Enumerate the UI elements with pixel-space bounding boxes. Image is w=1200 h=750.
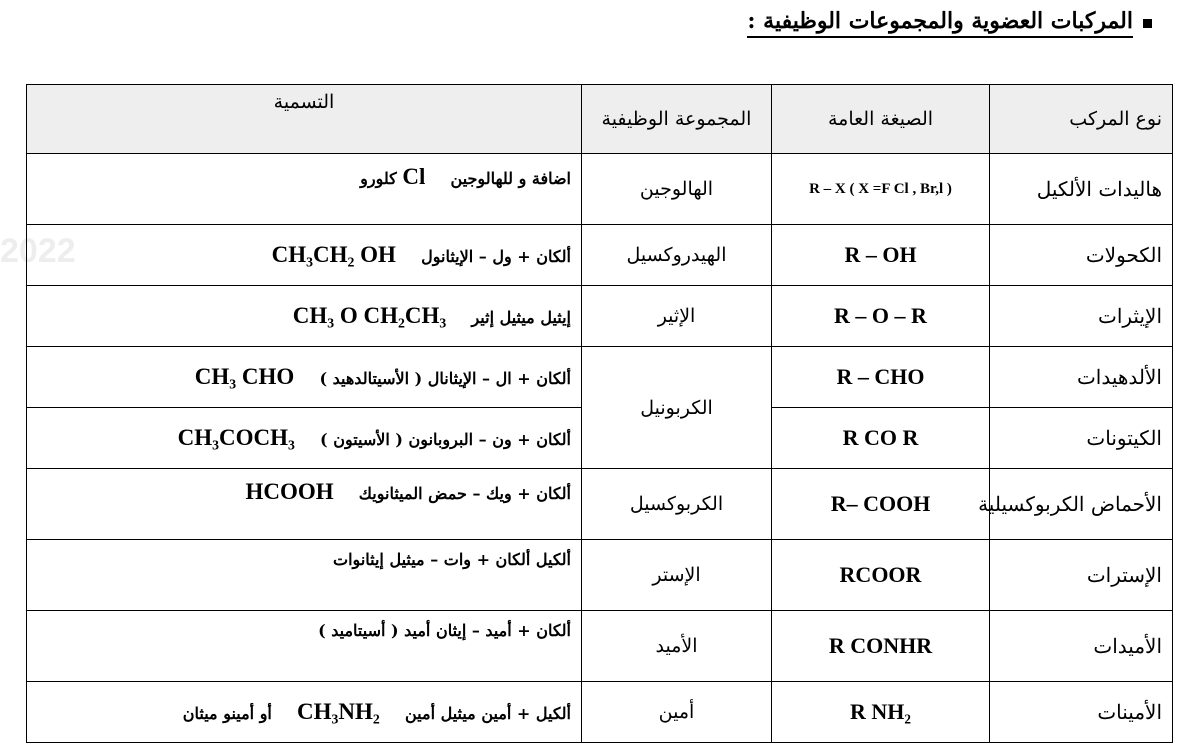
naming-text: ألكان + ويك – حمض الميثانويك bbox=[358, 484, 571, 503]
page-title bbox=[747, 8, 1152, 38]
table-row bbox=[27, 286, 1173, 347]
naming-cell bbox=[27, 469, 582, 540]
compound-type: هاليدات الألكيل bbox=[990, 154, 1173, 225]
naming-text: اضافة و للهالوجين bbox=[450, 169, 571, 188]
table-row bbox=[27, 611, 1173, 682]
naming-text: ألكيل ألكان + وات – ميثيل إيثانوات bbox=[333, 550, 571, 569]
naming-suffix: أو أمينو ميثان bbox=[182, 704, 272, 723]
naming-text: ألكان + ون – البروبانون ( الأسيتون ) bbox=[320, 430, 571, 449]
naming-cell bbox=[27, 154, 582, 225]
table-row bbox=[27, 347, 1173, 408]
header-naming: التسمية bbox=[27, 85, 582, 154]
watermark: 2022 bbox=[0, 232, 76, 270]
compound-type: الأمينات bbox=[990, 682, 1173, 743]
example-formula: CH₃NH₂ bbox=[297, 699, 380, 724]
functional-group: أمين bbox=[582, 682, 772, 743]
general-formula: R NH₂ bbox=[772, 682, 990, 743]
compound-type: الأميدات bbox=[990, 611, 1173, 682]
compound-type: الكيتونات bbox=[990, 408, 1173, 469]
table-row bbox=[27, 682, 1173, 743]
compound-type: الإسترات bbox=[990, 540, 1173, 611]
example-formula: CH₃CH₂ OH bbox=[271, 242, 396, 267]
example-formula: HCOOH bbox=[245, 479, 334, 504]
functional-group: الكربوكسيل bbox=[582, 469, 772, 540]
naming-cell bbox=[27, 682, 582, 743]
compound-type: الإيثرات bbox=[990, 286, 1173, 347]
naming-cell bbox=[27, 225, 582, 286]
naming-cell bbox=[27, 611, 582, 682]
example-formula: CH₃COCH₃ bbox=[177, 425, 295, 450]
naming-cell bbox=[27, 408, 582, 469]
table-row bbox=[27, 225, 1173, 286]
general-formula: RCOOR bbox=[772, 540, 990, 611]
functional-group: الإثير bbox=[582, 286, 772, 347]
table-row bbox=[27, 154, 1173, 225]
general-formula: R – CHO bbox=[772, 347, 990, 408]
naming-text: ألكيل + أمين ميثيل أمين bbox=[404, 704, 571, 723]
naming-suffix: كلورو bbox=[360, 169, 397, 188]
example-formula: CH₃ CHO bbox=[194, 364, 295, 389]
compounds-table bbox=[26, 84, 1173, 743]
general-formula: R – OH bbox=[772, 225, 990, 286]
example-formula: Cl bbox=[402, 164, 426, 189]
functional-group: الأميد bbox=[582, 611, 772, 682]
compound-type: الألدهيدات bbox=[990, 347, 1173, 408]
general-formula: R – X ( X =F Cl , Br,l ) bbox=[772, 154, 990, 225]
compound-type: الكحولات bbox=[990, 225, 1173, 286]
example-formula: CH₃ O CH₂CH₃ bbox=[292, 303, 447, 328]
functional-group: الإستر bbox=[582, 540, 772, 611]
general-formula: R CONHR bbox=[772, 611, 990, 682]
naming-cell bbox=[27, 540, 582, 611]
header-group: المجموعة الوظيفية bbox=[582, 85, 772, 154]
naming-text: ألكان + ول – الإيثانول bbox=[421, 247, 571, 266]
compound-type: الأحماض الكربوكسيلية bbox=[990, 469, 1173, 540]
naming-text: ألكان + ال – الإيثانال ( الأسيتالدهيد ) bbox=[319, 369, 571, 388]
naming-cell bbox=[27, 286, 582, 347]
general-formula: R – O – R bbox=[772, 286, 990, 347]
header-type: نوع المركب bbox=[990, 85, 1173, 154]
functional-group: الهالوجين bbox=[582, 154, 772, 225]
naming-cell bbox=[27, 347, 582, 408]
page-title-text: المركبات العضوية والمجموعات الوظيفية : bbox=[747, 8, 1133, 38]
table-header-row bbox=[27, 85, 1173, 154]
functional-group: الكربونيل bbox=[582, 347, 772, 469]
naming-text: إيثيل ميثيل إثير bbox=[471, 308, 571, 327]
general-formula: R– COOH bbox=[772, 469, 990, 540]
general-formula: R CO R bbox=[772, 408, 990, 469]
bullet-icon bbox=[1143, 19, 1152, 28]
functional-group: الهيدروكسيل bbox=[582, 225, 772, 286]
naming-text: ألكان + أميد – إيثان أميد ( أسيتاميد ) bbox=[318, 621, 571, 640]
header-formula: الصيغة العامة bbox=[772, 85, 990, 154]
table-row bbox=[27, 540, 1173, 611]
table-row bbox=[27, 469, 1173, 540]
